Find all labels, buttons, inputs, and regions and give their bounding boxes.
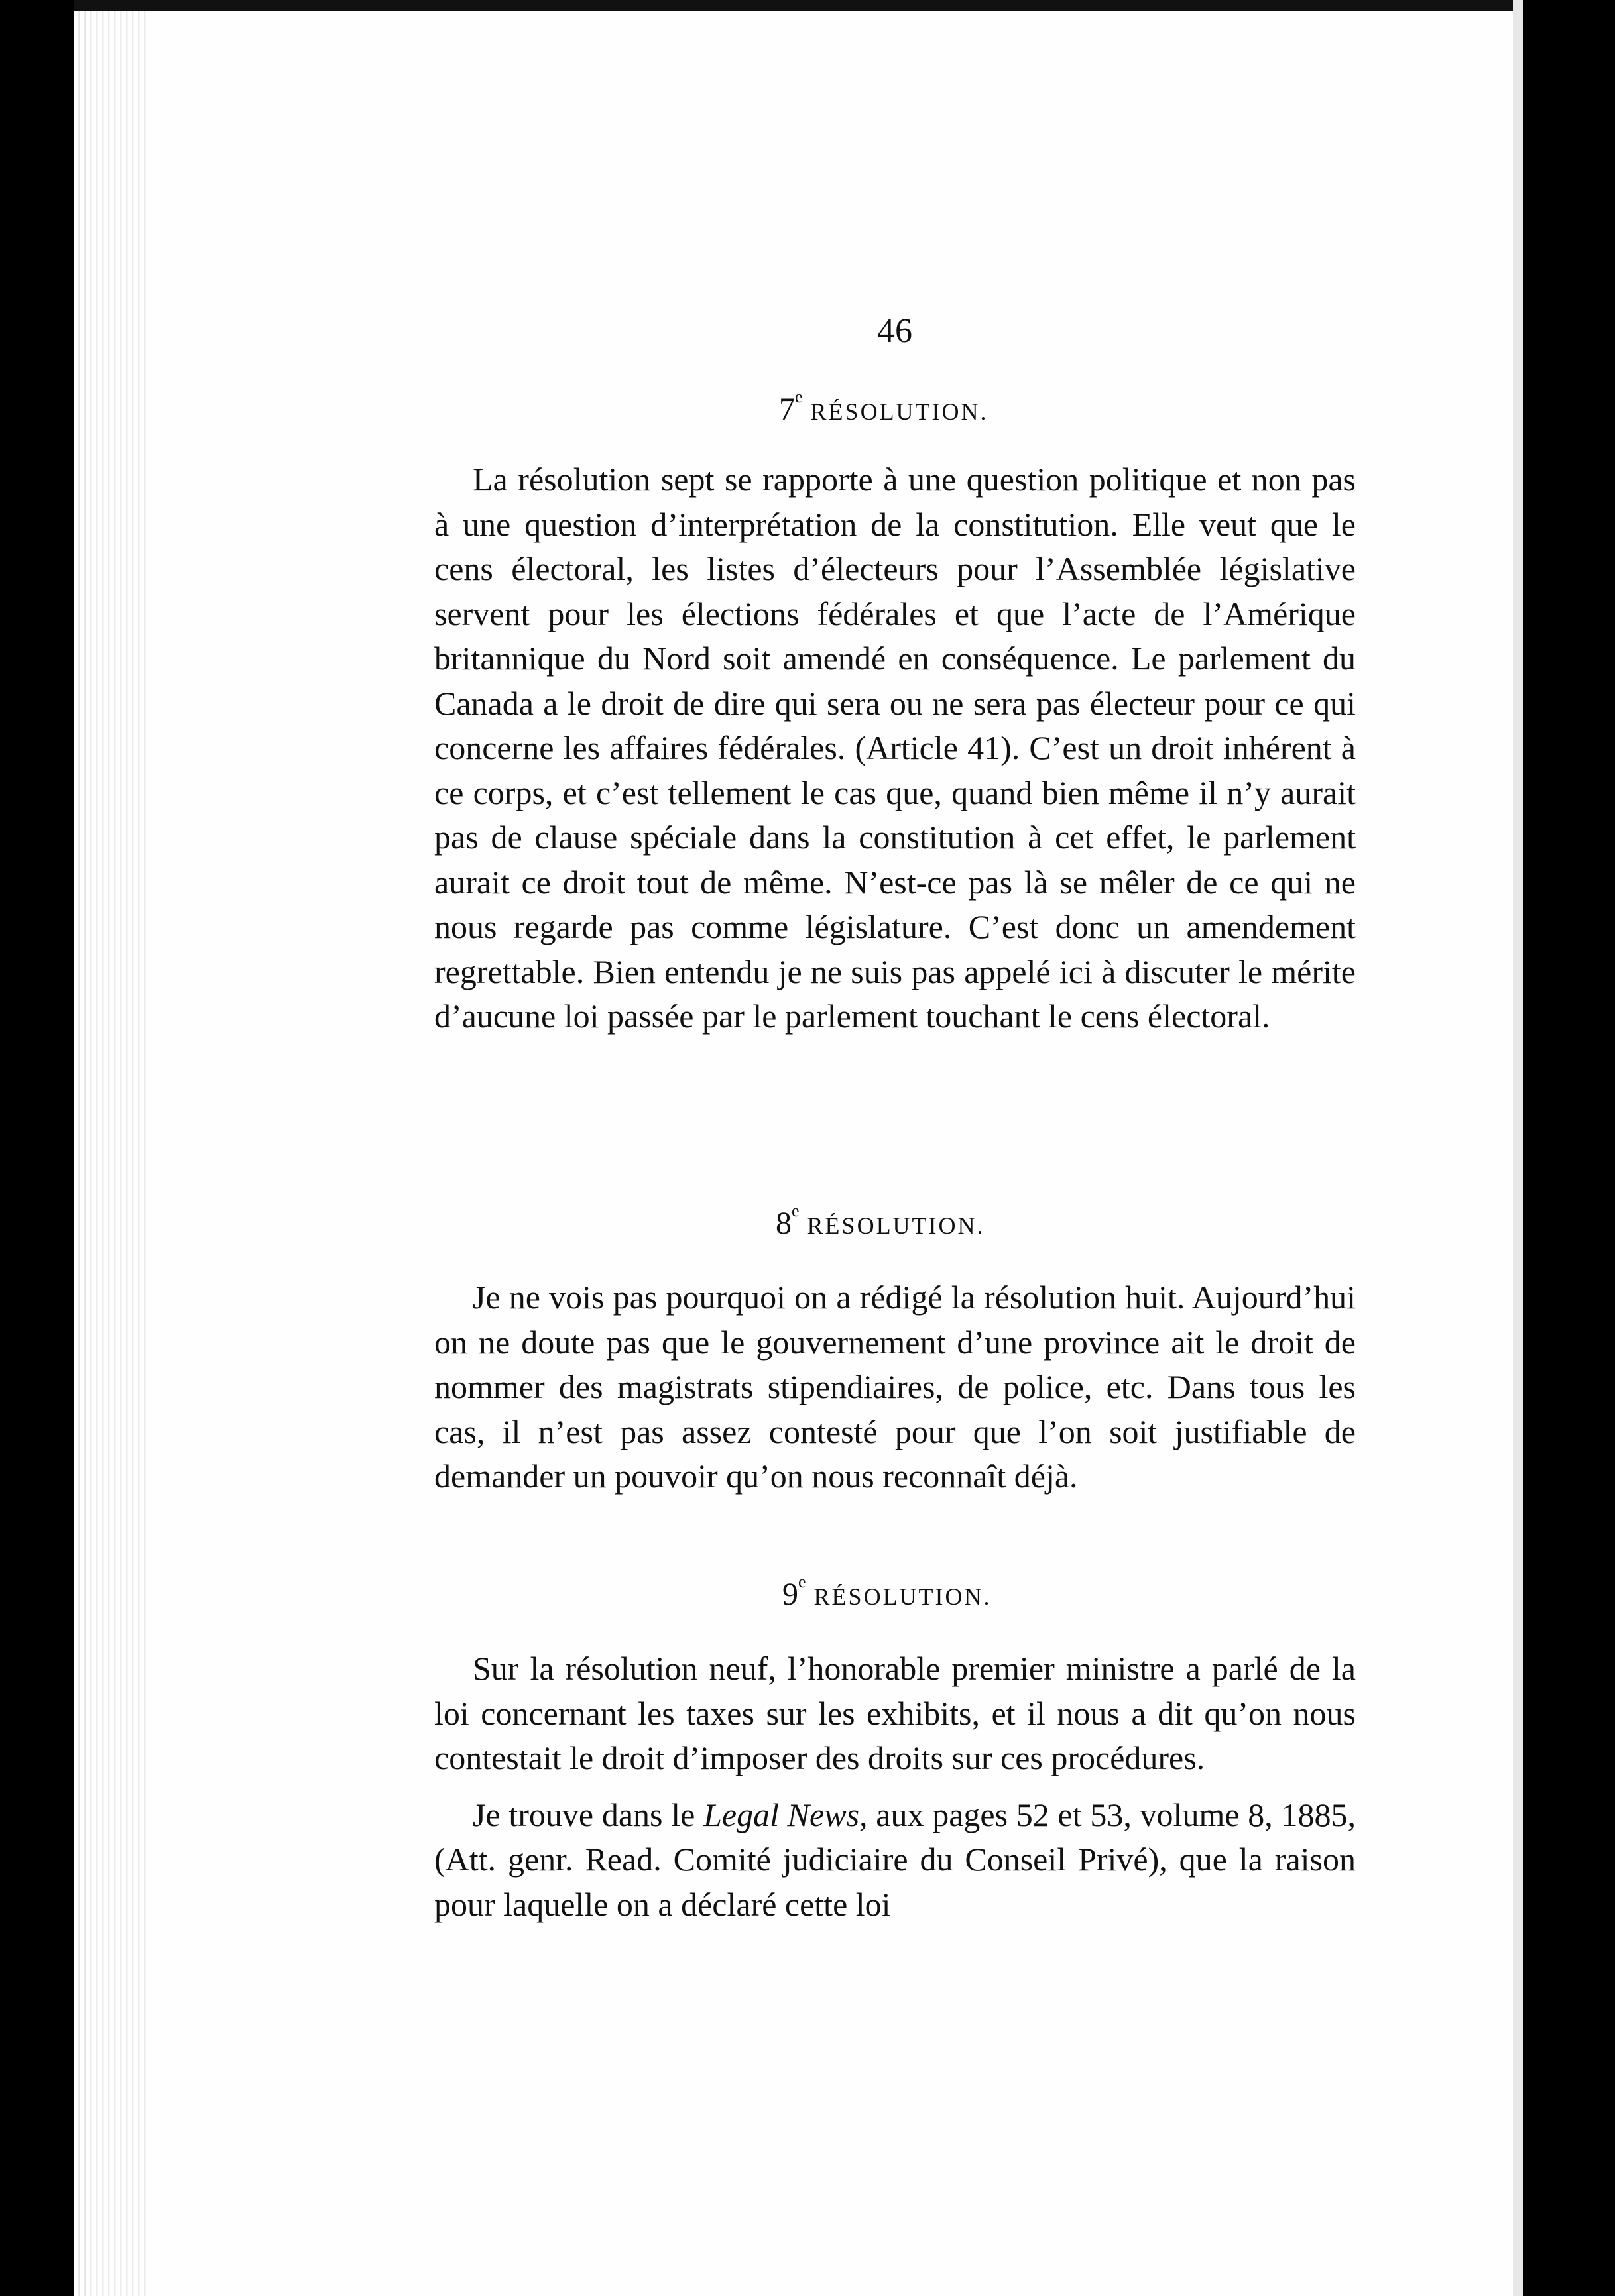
paragraph-text: Je ne vois pas pourquoi on a rédigé la résolution huit. Aujourd’hui on ne doute pas que le gouvernement d’une province ait le droit de nommer des magistrats stipendiaires, de police, etc. Dans tous les cas, il n’est pas assez contesté pour que l’on soit justifiable de demander un pouvoir qu’on nous reconnaît déjà. (434, 1279, 1356, 1495)
page-gutter (1513, 0, 1523, 2296)
heading-word: RÉSOLUTION. (810, 398, 988, 425)
section-heading-8 (776, 1201, 985, 1241)
heading-superscript: e (792, 1201, 800, 1220)
section-paragraph-7 (434, 457, 1356, 1039)
heading-number: 7 (779, 392, 795, 427)
section-heading-7 (779, 387, 988, 428)
heading-word: RÉSOLUTION. (807, 1212, 985, 1239)
section-paragraph-9 (434, 1646, 1356, 1927)
heading-superscript: e (795, 387, 803, 406)
book-page (147, 11, 1513, 2296)
paragraph-text-start: Je trouve dans le (473, 1796, 704, 1833)
heading-superscript: e (798, 1572, 806, 1591)
legal-news-title: Legal News, (703, 1796, 868, 1833)
section-paragraph-8 (434, 1275, 1356, 1499)
heading-number: 9 (782, 1577, 798, 1612)
paragraph-text-end: aux pages 52 et 53, volume 8, 1885, (Att. genr. Read. Comité judiciaire du Conseil Privé), que la raison pour laquelle on a déclaré cette loi (434, 1796, 1356, 1923)
scan-border-right (1523, 0, 1615, 2296)
paragraph-text-2 (434, 1793, 1356, 1927)
page-edge-stack (74, 11, 147, 2296)
scan-border-left (0, 0, 74, 2296)
paragraph-text: Sur la résolution neuf, l’honorable premier ministre a parlé de la loi concernant les taxes sur les exhibits, et il nous a dit qu’on nous contestait le droit d’imposer des droits sur ces procédures. (434, 1650, 1356, 1776)
page-number: 46 (877, 312, 913, 350)
heading-number: 8 (776, 1206, 792, 1241)
heading-word: RÉSOLUTION. (813, 1583, 992, 1610)
paragraph-text: La résolution sept se rapporte à une question politique et non pas à une question d’interprétation de la constitution. Elle veut que le cens électoral, les listes d’électeurs pour l’Assemblée législative servent pour les élections fédérales et que l’acte de l’Amérique britannique du Nord soit amendé en conséquence. Le parlement du Canada a le droit de dire qui sera ou ne sera pas électeur pour ce qui concerne les affaires fédérales. (Article 41). C’est un droit inhérent à ce corps, et c’est tellement le cas que, quand bien même il n’y aurait pas de clause spéciale dans la constitution à cet effet, le parlement aurait ce droit tout de même. N’est-ce pas là se mêler de ce qui ne nous regarde pas comme législature. C’est donc un amendement regrettable. Bien entendu je ne suis pas appelé ici à discuter le mérite d’aucune loi passée par le parlement touchant le cens électoral. (434, 461, 1356, 1035)
section-heading-9 (782, 1572, 992, 1613)
scan-border-top (74, 0, 1523, 11)
